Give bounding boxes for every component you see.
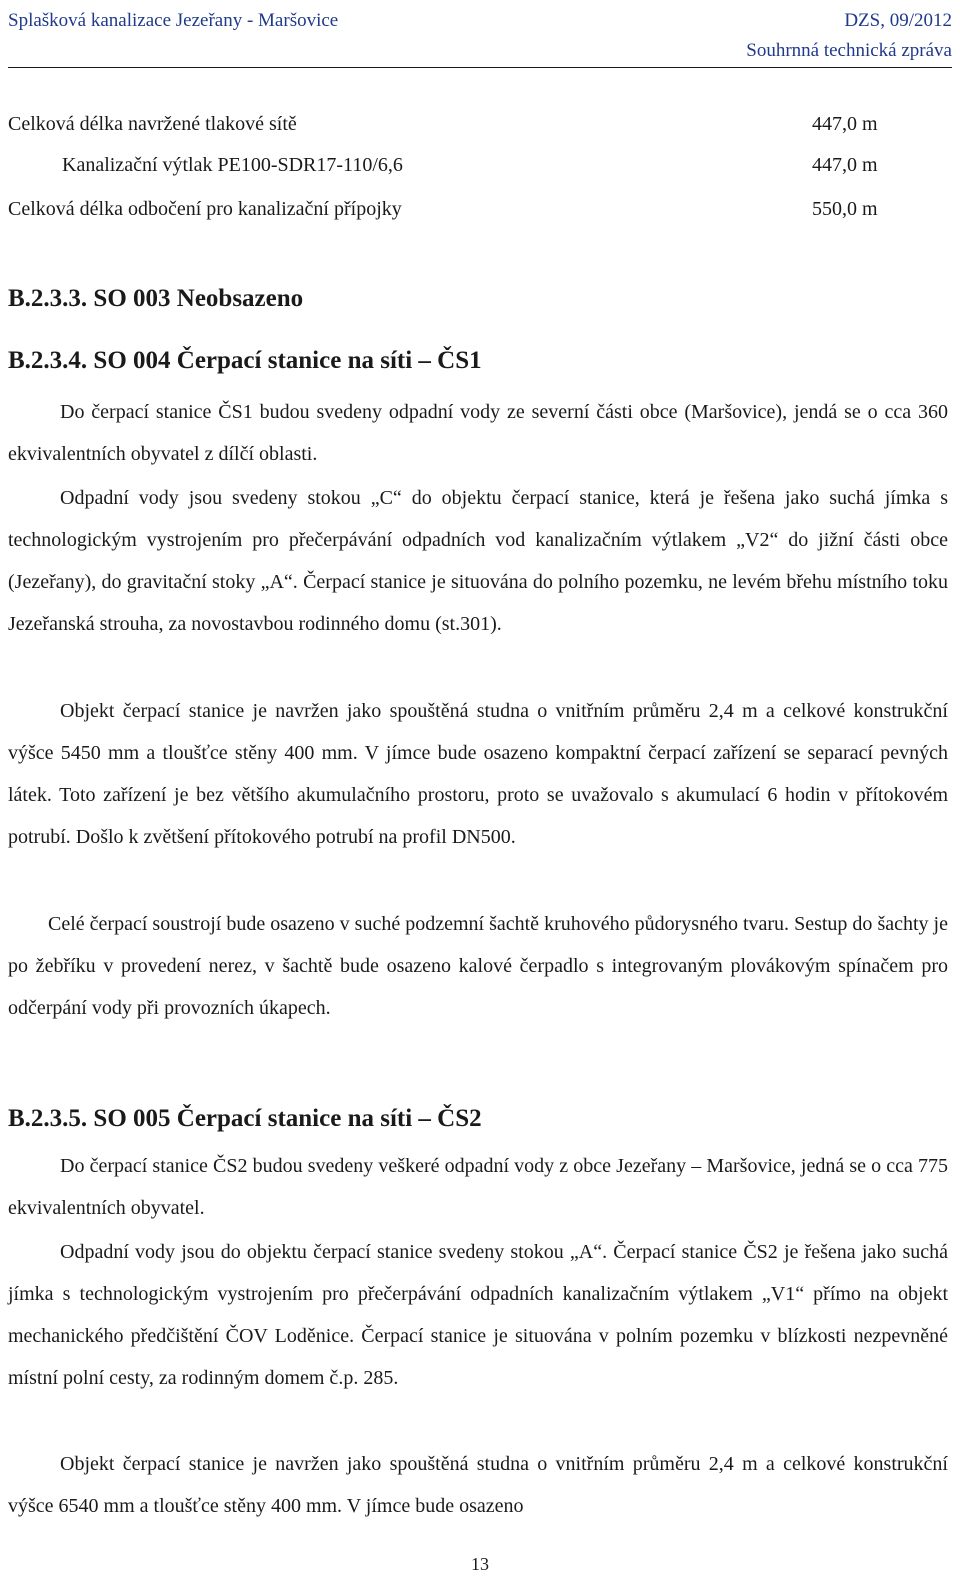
- summary-value: 550,0 m: [812, 198, 878, 220]
- header-divider: [8, 67, 952, 68]
- page-number: 13: [471, 1554, 489, 1574]
- paragraph: Objekt čerpací stanice je navržen jako spouštěná studna o vnitřním průměru 2,4 m a celkové konstrukční výšce 5450 mm a tloušťce stěny 400 mm. V jímce bude osazeno kompaktní čerpací zařízení se separací pevných látek. Toto zařízení je bez většího akumulačního prostoru, proto se uvažovalo s akumulací 6 hodin v přítokovém potrubí. Došlo k zvětšení přítokového potrubí na profil DN500.: [8, 700, 948, 848]
- section-heading: B.2.3.5. SO 005 Čerpací stanice na síti – ČS2: [8, 1105, 482, 1132]
- paragraph: Odpadní vody jsou svedeny stokou „C“ do objektu čerpací stanice, která je řešena jako suchá jímka s technologickým vystrojením pro přečerpávání odpadních vod kanalizačním výtlakem „V2“ do jižní části obce (Jezeřany), do gravitační stoky „A“. Čerpací stanice je situována do polního pozemku, ne levém břehu místního toku Jezeřanská strouha, za novostavbou rodinného domu (st.301).: [8, 487, 948, 635]
- summary-value: 447,0 m: [812, 154, 878, 176]
- summary-label: Celková délka navržené tlakové sítě: [8, 113, 297, 135]
- paragraph: Objekt čerpací stanice je navržen jako spouštěná studna o vnitřním průměru 2,4 m a celkové konstrukční výšce 6540 mm a tloušťce stěny 400 mm. V jímce bude osazeno: [8, 1453, 948, 1517]
- summary-label: Celková délka odbočení pro kanalizační přípojky: [8, 198, 402, 220]
- section-heading: B.2.3.3. SO 003 Neobsazeno: [8, 285, 304, 312]
- header-meta: [746, 6, 952, 66]
- header-report-type: Souhrnná technická zpráva: [746, 40, 952, 61]
- paragraph: Do čerpací stanice ČS1 budou svedeny odpadní vody ze severní části obce (Maršovice), jendá se o cca 360 ekvivalentních obyvatel z dílčí oblasti.: [8, 401, 948, 465]
- paragraph: Celé čerpací soustrojí bude osazeno v suché podzemní šachtě kruhového půdorysného tvaru. Sestup do šachty je po žebříku v provedení nerez, v šachtě bude osazeno kalové čerpadlo s integrovaným plovákovým spínačem pro odčerpání vody při provozních úkapech.: [8, 913, 948, 1019]
- summary-label: Kanalizační výtlak PE100-SDR17-110/6,6: [62, 154, 403, 176]
- header-document-title: Splašková kanalizace Jezeřany - Maršovice: [8, 10, 339, 31]
- section-heading: B.2.3.4. SO 004 Čerpací stanice na síti – ČS1: [8, 347, 482, 374]
- summary-value: 447,0 m: [812, 113, 878, 135]
- paragraph: Do čerpací stanice ČS2 budou svedeny veškeré odpadní vody z obce Jezeřany – Maršovice, jedná se o cca 775 ekvivalentních obyvatel.: [8, 1155, 948, 1219]
- paragraph: Odpadní vody jsou do objektu čerpací stanice svedeny stokou „A“. Čerpací stanice ČS2 je řešena jako suchá jímka s technologickým vystrojením pro přečerpávání odpadních kanalizačním výtlakem „V1“ přímo na objekt mechanického předčištění ČOV Loděnice. Čerpací stanice je situována v polním pozemku v blízkosti nezpevněné místní polní cesty, za rodinným domem č.p. 285.: [8, 1241, 948, 1389]
- header-date: DZS, 09/2012: [844, 10, 952, 31]
